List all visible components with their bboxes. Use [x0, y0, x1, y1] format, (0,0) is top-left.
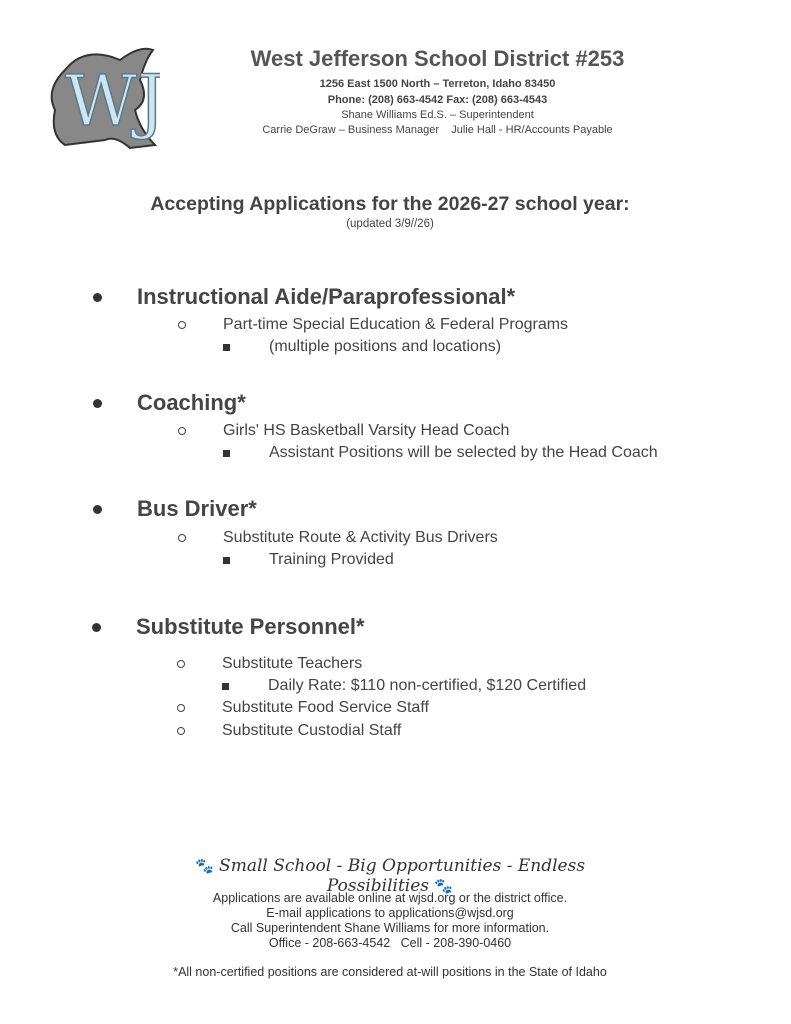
footer-line: Office - 208-663-4542 Cell - 208-390-0460: [268, 936, 512, 950]
position-detail: Substitute Custodial Staff: [222, 721, 401, 740]
updated-date: (updated 3/9//26): [346, 218, 434, 230]
footer-line: Applications are available online at wjsd.org or the district office.: [212, 891, 568, 905]
slogan: 🐾 Small School - Big Opportunities - Endless Possibilities 🐾: [194, 856, 586, 896]
position-title: Bus Driver*: [137, 496, 257, 522]
page-title: Accepting Applications for the 2026-27 school year:: [150, 193, 630, 215]
position-note: Training Provided: [269, 550, 394, 569]
position-note: Daily Rate: $110 non-certified, $120 Certified: [268, 676, 586, 695]
position-title: Substitute Personnel*: [136, 614, 365, 640]
paw-icon: 🐾: [194, 857, 214, 875]
square-bullet-icon: [223, 344, 230, 351]
square-bullet-icon: [222, 683, 229, 690]
superintendent: Shane Williams Ed.S. – Superintendent: [341, 109, 534, 121]
circle-bullet-icon: [178, 321, 186, 329]
address: 1256 East 1500 North – Terreton, Idaho 83450: [319, 78, 556, 90]
position-note: (multiple positions and locations): [269, 337, 501, 356]
staff: Carrie DeGraw – Business Manager Julie Hall - HR/Accounts Payable: [262, 124, 613, 136]
circle-bullet-icon: [177, 660, 185, 668]
position-detail: Substitute Food Service Staff: [222, 698, 429, 717]
circle-bullet-icon: [177, 727, 185, 735]
phone-fax: Phone: (208) 663-4542 Fax: (208) 663-4543: [327, 94, 548, 106]
circle-bullet-icon: [177, 704, 185, 712]
position-detail: Substitute Route & Activity Bus Drivers: [223, 528, 498, 547]
position-title: Coaching*: [137, 390, 246, 416]
svg-text:WJ: WJ: [65, 60, 160, 142]
footer-line: Call Superintendent Shane Williams for more information.: [230, 921, 550, 935]
disclaimer: *All non-certified positions are considered at-will positions in the State of Idaho: [173, 965, 607, 979]
bullet-icon: [92, 623, 101, 632]
position-detail: Girls' HS Basketball Varsity Head Coach: [223, 421, 509, 440]
position-detail: Part-time Special Education & Federal Programs: [223, 315, 568, 334]
bullet-icon: [93, 399, 102, 408]
footer-line: E-mail applications to applications@wjsd.org: [266, 906, 514, 920]
paw-icon: 🐾: [434, 877, 454, 895]
circle-bullet-icon: [178, 534, 186, 542]
bullet-icon: [93, 505, 102, 514]
square-bullet-icon: [223, 450, 230, 457]
position-note: Assistant Positions will be selected by the Head Coach: [269, 443, 658, 462]
square-bullet-icon: [223, 557, 230, 564]
bullet-icon: [93, 293, 102, 302]
district-name: West Jefferson School District #253: [250, 46, 625, 71]
circle-bullet-icon: [178, 427, 186, 435]
position-title: Instructional Aide/Paraprofessional*: [137, 284, 515, 310]
position-detail: Substitute Teachers: [222, 654, 362, 673]
